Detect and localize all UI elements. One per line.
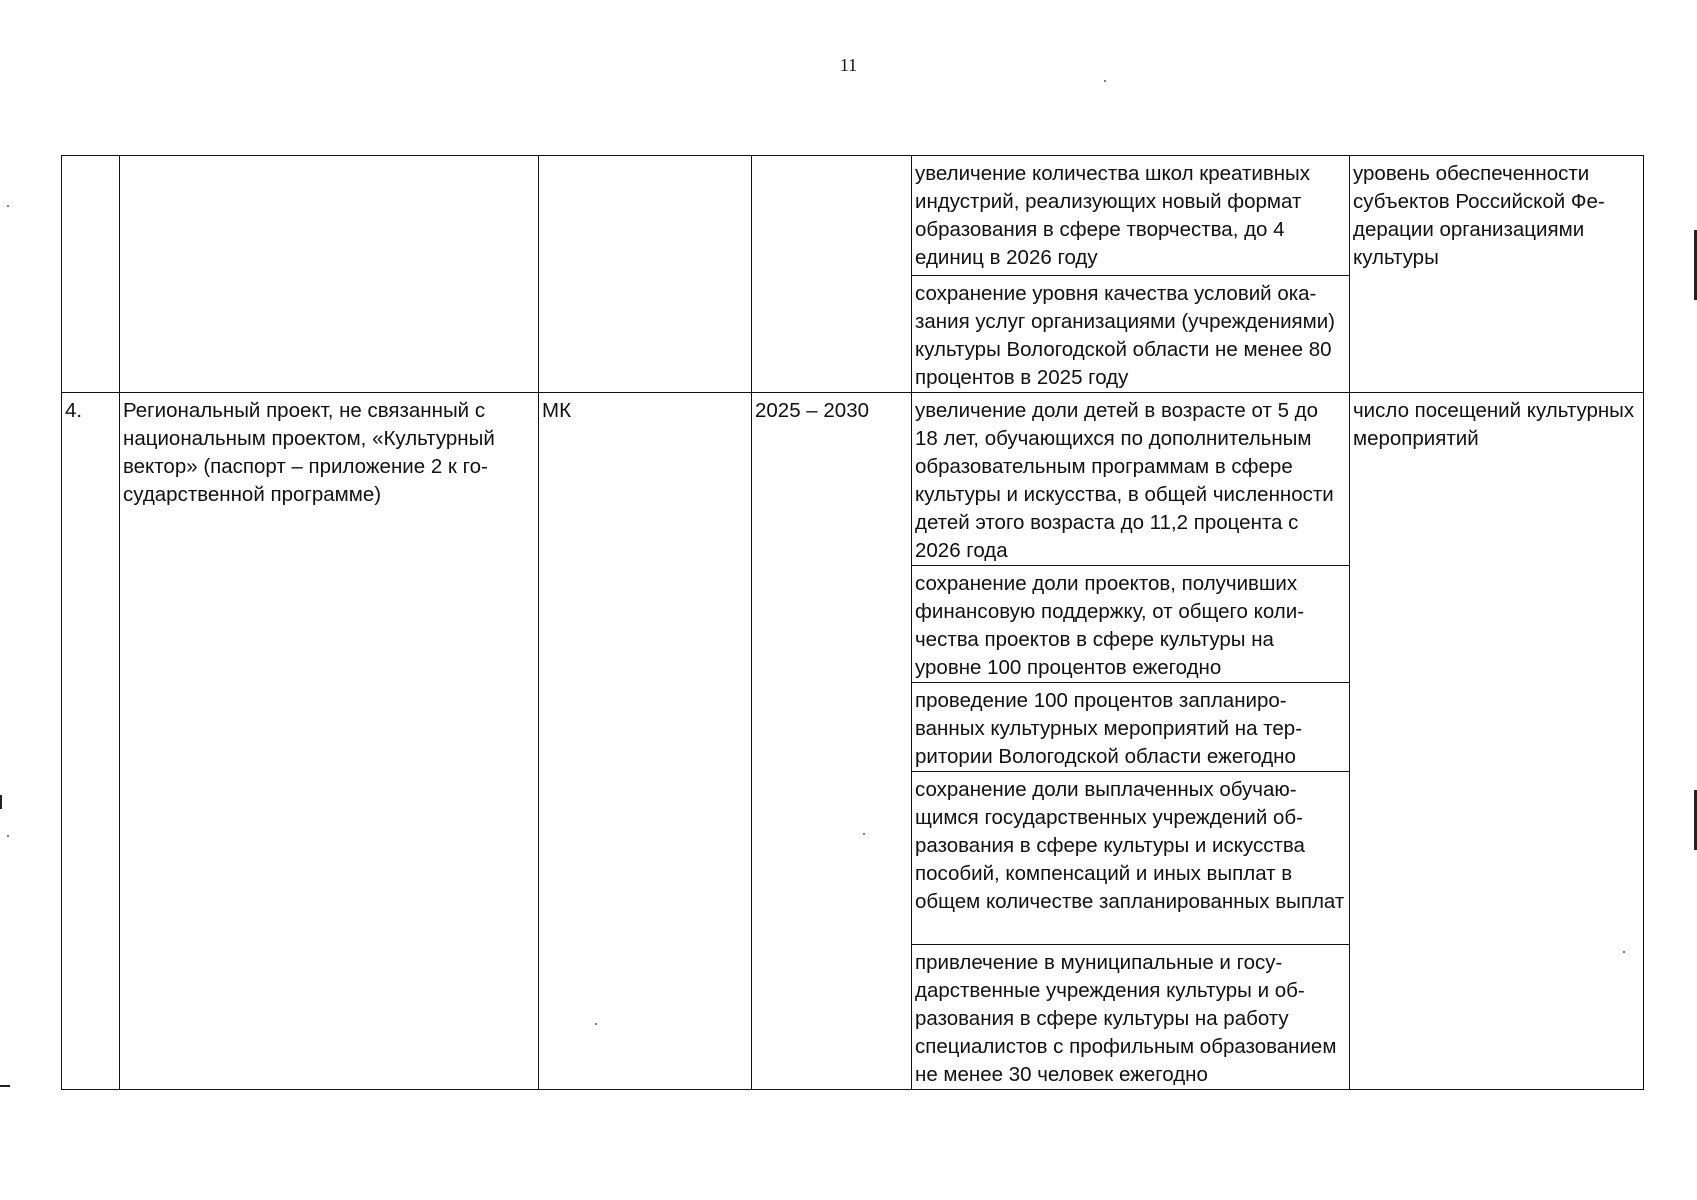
page-number: 11 [839,55,858,75]
cell-number-4: 4. [62,393,120,1090]
cell-period-continued [752,156,912,393]
scan-speck [7,835,9,837]
scan-edge-mark [0,1085,10,1087]
program-table [61,155,1644,1090]
cell-indicator-4: число посещений культурных мероприятий [1350,393,1644,1090]
cell-period-4: 2025 – 2030 [752,393,912,1090]
cell-responsible-4: МК [539,393,752,1090]
cell-result: увеличение количества школ креативных индустрий, реализующих новый формат образования в сфере творчества, до 4 единиц в 2026 году [912,156,1350,276]
scan-speck [863,833,865,835]
scan-speck [7,205,9,207]
scan-speck [1623,951,1625,953]
scan-speck [1104,80,1106,82]
cell-result: сохранение доли выплаченных обучающимся государственных учреждений образования в сфере культуры и искусства пособий, компенсаций и иных выплат в общем количестве запланированных выплат [912,772,1350,945]
scan-edge-mark [0,795,2,809]
cell-result: привлечение в муниципальные и государственные учреждения культуры и образования в сфере культуры на работу специалистов с профильным образованием не менее 30 человек ежегодно [912,945,1350,1090]
scan-speck [595,1023,597,1025]
cell-number-continued [62,156,120,393]
table-row-continued [62,156,1644,276]
cell-result: сохранение уровня качества условий оказания услуг организациями (учреждениями) культуры Вологодской области не менее 80 процентов в 2025 году [912,276,1350,393]
cell-result: увеличение доли детей в возрасте от 5 до 18 лет, обучающихся по дополнительным образовательным программам в сфере культуры и искусства, в общей численности детей этого возраста до 11,2 процента с 2026 года [912,393,1350,566]
cell-project-continued [120,156,539,393]
cell-indicator-continued: уровень обеспеченности субъектов Российской Федерации организациями культуры [1350,156,1644,393]
cell-result: проведение 100 процентов запланированных культурных мероприятий на территории Вологодской области ежегодно [912,683,1350,772]
cell-responsible-continued [539,156,752,393]
cell-project-4: Региональный проект, не связанный с национальным проектом, «Культурный вектор» (паспорт – приложение 2 к государственной программе) [120,393,539,1090]
cell-result: сохранение доли проектов, получивших финансовую поддержку, от общего количества проектов в сфере культуры на уровне 100 процентов ежегодно [912,566,1350,683]
table-row-4 [62,393,1644,566]
